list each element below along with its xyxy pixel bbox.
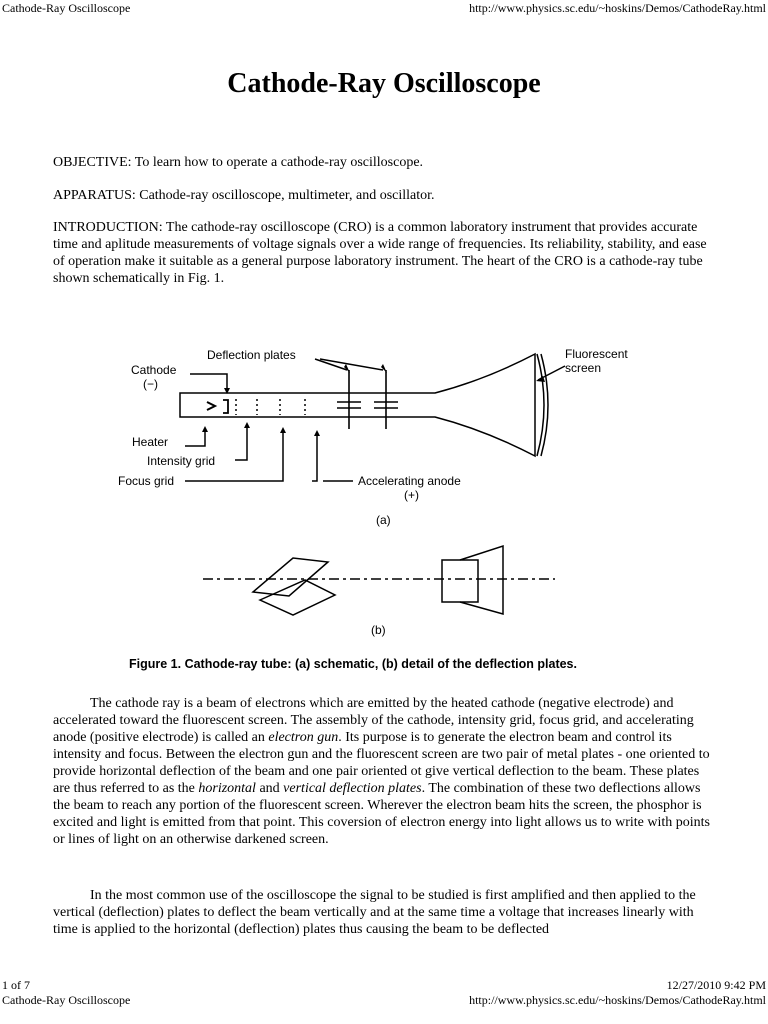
header-url[interactable]: http://www.physics.sc.edu/~hoskins/Demos/CathodeRay.html xyxy=(469,1,766,15)
label-fluorescent: Fluorescent xyxy=(565,347,628,361)
figure-cathode-ray-tube xyxy=(115,340,655,680)
label-a: (a) xyxy=(376,513,391,527)
figure-caption: Figure 1. Cathode-ray tube: (a) schematic, (b) detail of the deflection plates. xyxy=(129,657,577,671)
label-cathode: Cathode xyxy=(131,363,177,377)
para1-em-electron-gun: electron gun xyxy=(268,730,339,745)
header-title: Cathode-Ray Oscilloscope xyxy=(2,1,131,15)
body-paragraph-1 xyxy=(53,695,713,848)
para1-text-4: . The combination of these two deflections allows the beam to reach any portion of the fluorescent screen. Wherever the electron beam hits the screen, the phosphor is excited and light is emitted from that point. This coversion of electron energy into light allows us to write with points or lines of light on an otherwise darkened screen. xyxy=(53,781,710,847)
vertical-plate-front xyxy=(442,560,478,602)
vertical-plate-back xyxy=(460,546,503,614)
label-anode-sign: (+) xyxy=(404,488,419,502)
objective-text: OBJECTIVE: To learn how to operate a cathode-ray oscilloscope. xyxy=(53,155,424,170)
screen-curve xyxy=(537,354,544,456)
tube-outline xyxy=(180,354,535,456)
page-title: Cathode-Ray Oscilloscope xyxy=(227,68,541,99)
para1-text-2: . Its purpose is to generate the electron beam and control its intensity and focus. Between the electron gun and the fluorescent screen are two pair of metal plates - one oriented to provide horizontal deflection of the beam and one pair oriented ot give vertical deflection to the beam. These plates are thus referred to as the xyxy=(53,730,710,796)
para1-em-vertical: vertical deflection plates xyxy=(283,781,422,796)
header-url-next[interactable]: http://www.physics.sc.edu/~hoskins/Demos/CathodeRay.html xyxy=(469,993,766,1007)
apparatus-text: APPARATUS: Cathode-ray oscilloscope, multimeter, and oscillator. xyxy=(53,188,435,203)
header-title-next: Cathode-Ray Oscilloscope xyxy=(2,993,131,1007)
label-accelerating-anode: Accelerating anode xyxy=(358,474,461,488)
para1-em-horizontal: horizontal xyxy=(198,781,256,796)
introduction-text: INTRODUCTION: The cathode-ray oscilloscope (CRO) is a common laboratory instrument that provides accurate time and aplitude measurements of voltage signals over a wide range of frequencies. Its reliability, stability, and ease of operation make it suitable as a general purpose laboratory instrument. The heart of the CRO is a cathode-ray tube shown schematically in Fig. 1. xyxy=(53,220,707,286)
footer-datetime: 12/27/2010 9:42 PM xyxy=(666,978,766,992)
label-screen: screen xyxy=(565,361,602,375)
label-heater: Heater xyxy=(132,435,169,449)
para1-text-1: The cathode ray is a beam of electrons which are emitted by the heated cathode (negative electrode) and accelerated toward the fluorescent screen. The assembly of the cathode, intensity grid, focus grid, and accelerating anode (positive electrode) is called an xyxy=(53,696,694,745)
label-b: (b) xyxy=(371,623,386,637)
body-paragraph-2: In the most common use of the oscilloscope the signal to be studied is first amplified and then applied to the vertical (deflection) plates to deflect the beam vertically and at the same time a voltage that increases linearly with time is applied to the horizontal (deflection) plates thus causing the beam to be deflected xyxy=(53,888,696,937)
label-cathode-sign: (−) xyxy=(143,377,158,391)
horizontal-plate-bottom xyxy=(260,580,335,615)
figure-svg xyxy=(115,340,655,680)
label-deflection-plates: Deflection plates xyxy=(207,348,296,362)
footer-page: 1 of 7 xyxy=(2,978,30,992)
label-intensity-grid: Intensity grid xyxy=(147,454,216,468)
label-focus-grid: Focus grid xyxy=(118,474,175,488)
para1-text-3: and xyxy=(255,781,284,796)
horizontal-plate-top xyxy=(253,558,328,596)
